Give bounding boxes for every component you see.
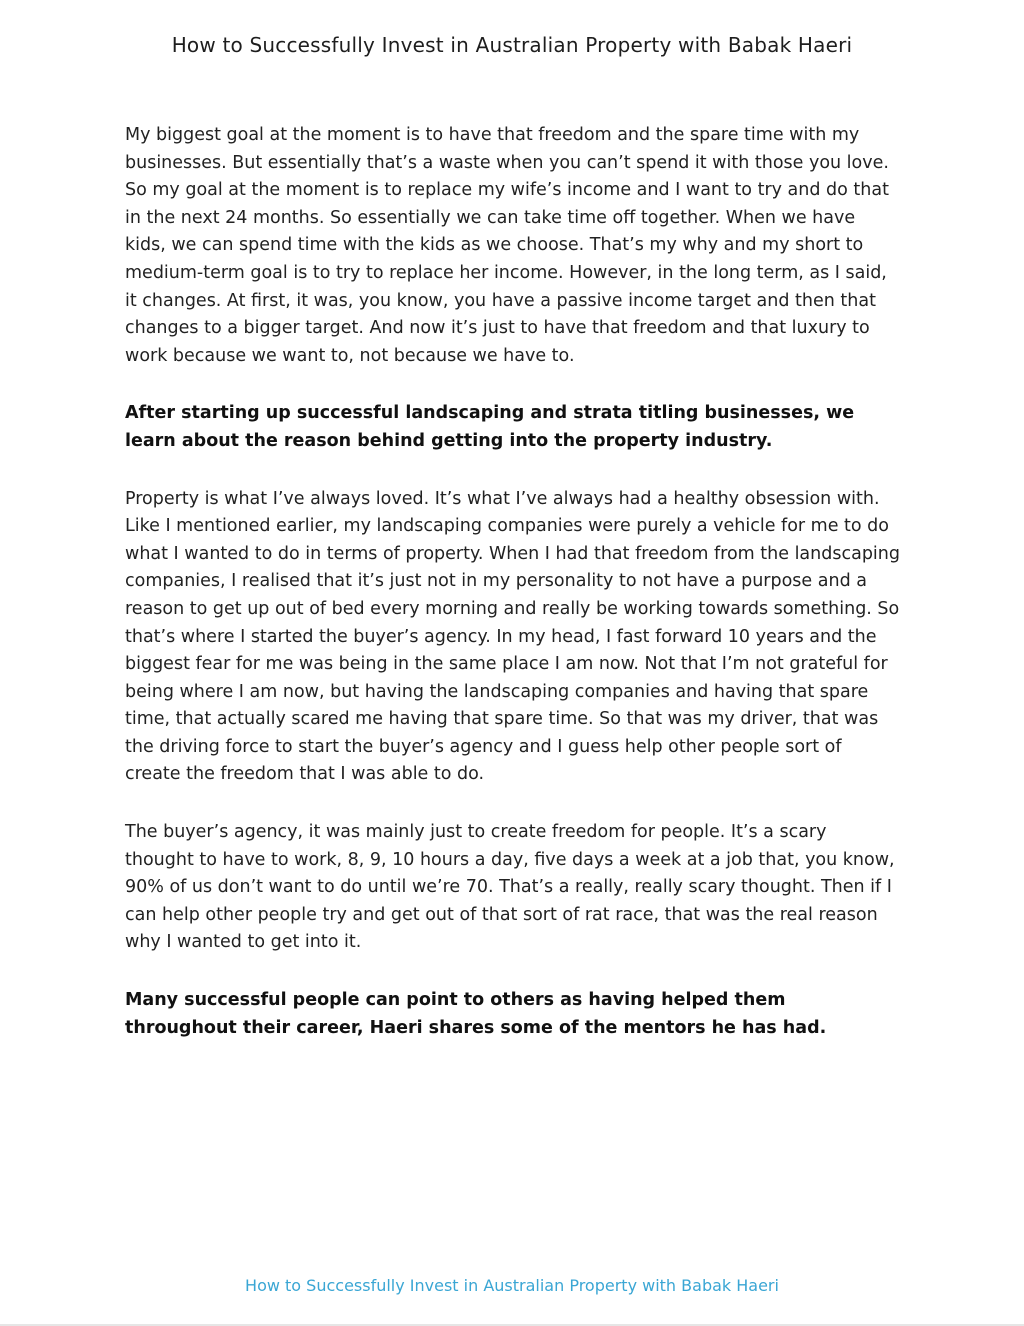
page-header-title: How to Successfully Invest in Australian Property with Babak Haeri xyxy=(171,33,853,57)
bold-lead-paragraph: Many successful people can point to others as having helped them throughout their career, Haeri shares some of the mentors he has had. xyxy=(125,990,827,1038)
bold-lead-paragraph: After starting up successful landscaping and strata titling businesses, we learn about the reason behind getting into the property industry. xyxy=(125,403,855,451)
body-paragraph: The buyer’s agency, it was mainly just to create freedom for people. It’s a scary thought to have to work, 8, 9, 10 hours a day, five days a week at a job that, you know, 90% of us don’t want to do until we’re 70. That’s a really, really scary thought. Then if I can help other people try and get out of that sort of rat race, that was the real reason why I wanted to get into it. xyxy=(125,822,895,953)
page-footer-title: How to Successfully Invest in Australian Property with Babak Haeri xyxy=(245,1276,779,1295)
body-paragraph: My biggest goal at the moment is to have that freedom and the spare time with my businesses. But essentially that’s a waste when you can’t spend it with those you love. So my goal at the moment is to replace my wife’s income and I want to try and do that in the next 24 months. So essentially we can take time off together. When we have kids, we can spend time with the kids as we choose. That’s my why and my short to medium-term goal is to try to replace her income. However, in the long term, as I said, it changes. At first, it was, you know, you have a passive income target and then that changes to a bigger target. And now it’s just to have that freedom and that luxury to work because we want to, not because we have to. xyxy=(125,125,889,366)
document-body xyxy=(125,122,900,1072)
body-paragraph: Property is what I’ve always loved. It’s what I’ve always had a healthy obsession with. Like I mentioned earlier, my landscaping companies were purely a vehicle for me to do what I wanted to do in terms of property. When I had that freedom from the landscaping companies, I realised that it’s just not in my personality to not have a purpose and a reason to get up out of bed every morning and really be working towards something. So that’s where I started the buyer’s agency. In my head, I fast forward 10 years and the biggest fear for me was being in the same place I am now. Not that I’m not grateful for being where I am now, but having the landscaping companies and having that spare time, that actually scared me having that spare time. So that was my driver, that was the driving force to start the buyer’s agency and I guess help other people sort of create the freedom that I was able to do. xyxy=(125,488,900,785)
